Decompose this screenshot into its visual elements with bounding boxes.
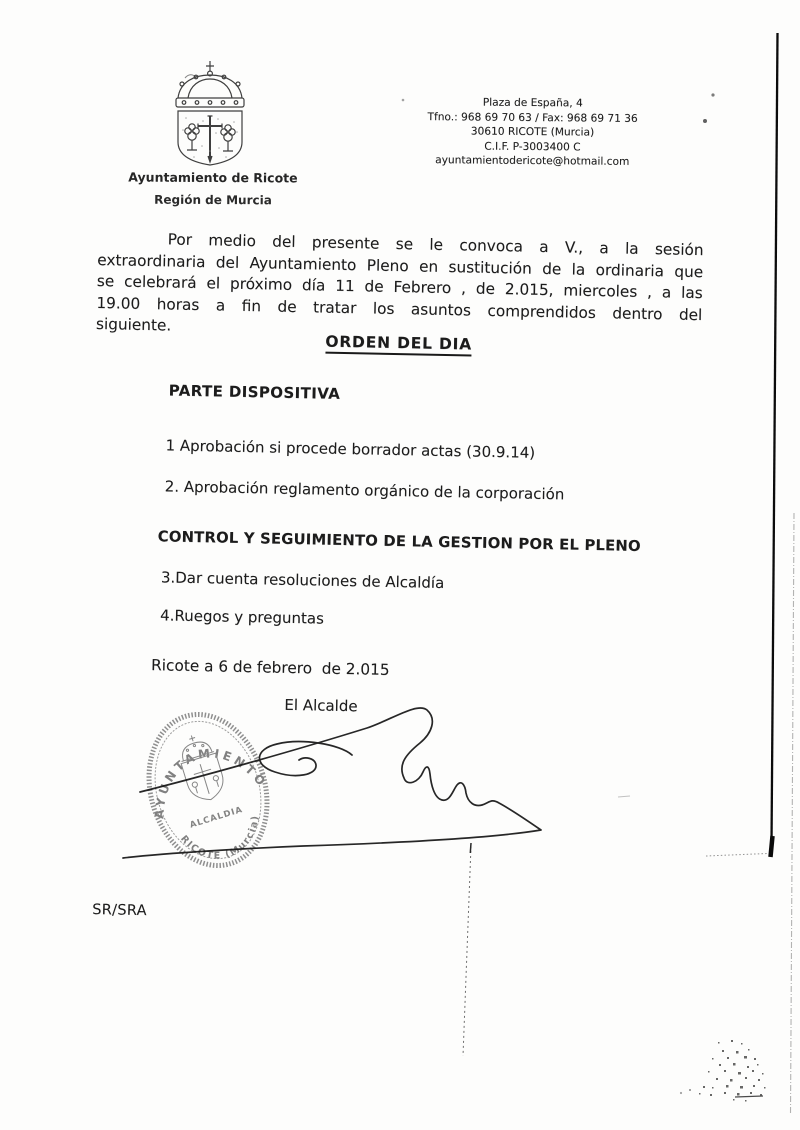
scan-line-right	[772, 33, 778, 845]
agenda-item: 2. Aprobación reglamento orgánico de la corporación	[164, 477, 565, 504]
stamp-bottom-text: RICOTE (Murcia)	[178, 814, 261, 862]
stamp-top-text: AYUNTAMIENTO	[152, 746, 271, 820]
section-control-title: CONTROL Y SEGUIMIENTO DE LA GESTION POR EL PLENO	[157, 528, 641, 555]
contact-cif: C.I.F. P-3003400 C	[484, 140, 581, 154]
stamp-center-text: ALCALDIA	[188, 804, 245, 831]
agenda-title: ORDEN DEL DIA	[96, 328, 702, 358]
org-name: Ayuntamiento de Ricote	[128, 169, 298, 186]
scan-noise-cluster	[699, 1040, 766, 1102]
org-region: Región de Murcia	[154, 192, 272, 208]
date-line: Ricote a 6 de febrero de 2.015	[150, 656, 390, 679]
letterhead-contact-block	[400, 95, 666, 170]
contact-address: Plaza de España, 4	[482, 96, 583, 110]
signature	[105, 678, 575, 873]
agenda-item: 1 Aprobación si procede borrador actas (30.9.14)	[165, 436, 536, 462]
contact-postal-city: 30610 RICOTE (Murcia)	[470, 125, 595, 139]
agenda-item: 3.Dar cuenta resoluciones de Alcaldía	[160, 568, 445, 593]
section-dispositiva-title: PARTE DISPOSITIVA	[168, 381, 341, 403]
reference-initials: SR/SRA	[92, 902, 147, 920]
agenda-item: 4.Ruegos y preguntas	[159, 606, 325, 628]
signer-title: El Alcalde	[284, 695, 358, 716]
contact-email: ayuntamientodericote@hotmail.com	[435, 154, 630, 169]
intro-paragraph: Por medio del presente se le convoca a V., a la sesión extraordinaria del Ayuntamiento Pleno en sustitución de la ordinaria que se celebrará el próximo día 11 de Febrero , de 2.015, miercoles , a las 19.00 horas a fin de tratar los asuntos comprendidos dentro del siguiente.	[95, 230, 704, 335]
scan-line-faint	[791, 513, 795, 1114]
contact-phone-fax: Tfno.: 968 69 70 63 / Fax: 968 69 71 36	[427, 110, 638, 125]
municipal-crest-icon	[158, 58, 262, 170]
